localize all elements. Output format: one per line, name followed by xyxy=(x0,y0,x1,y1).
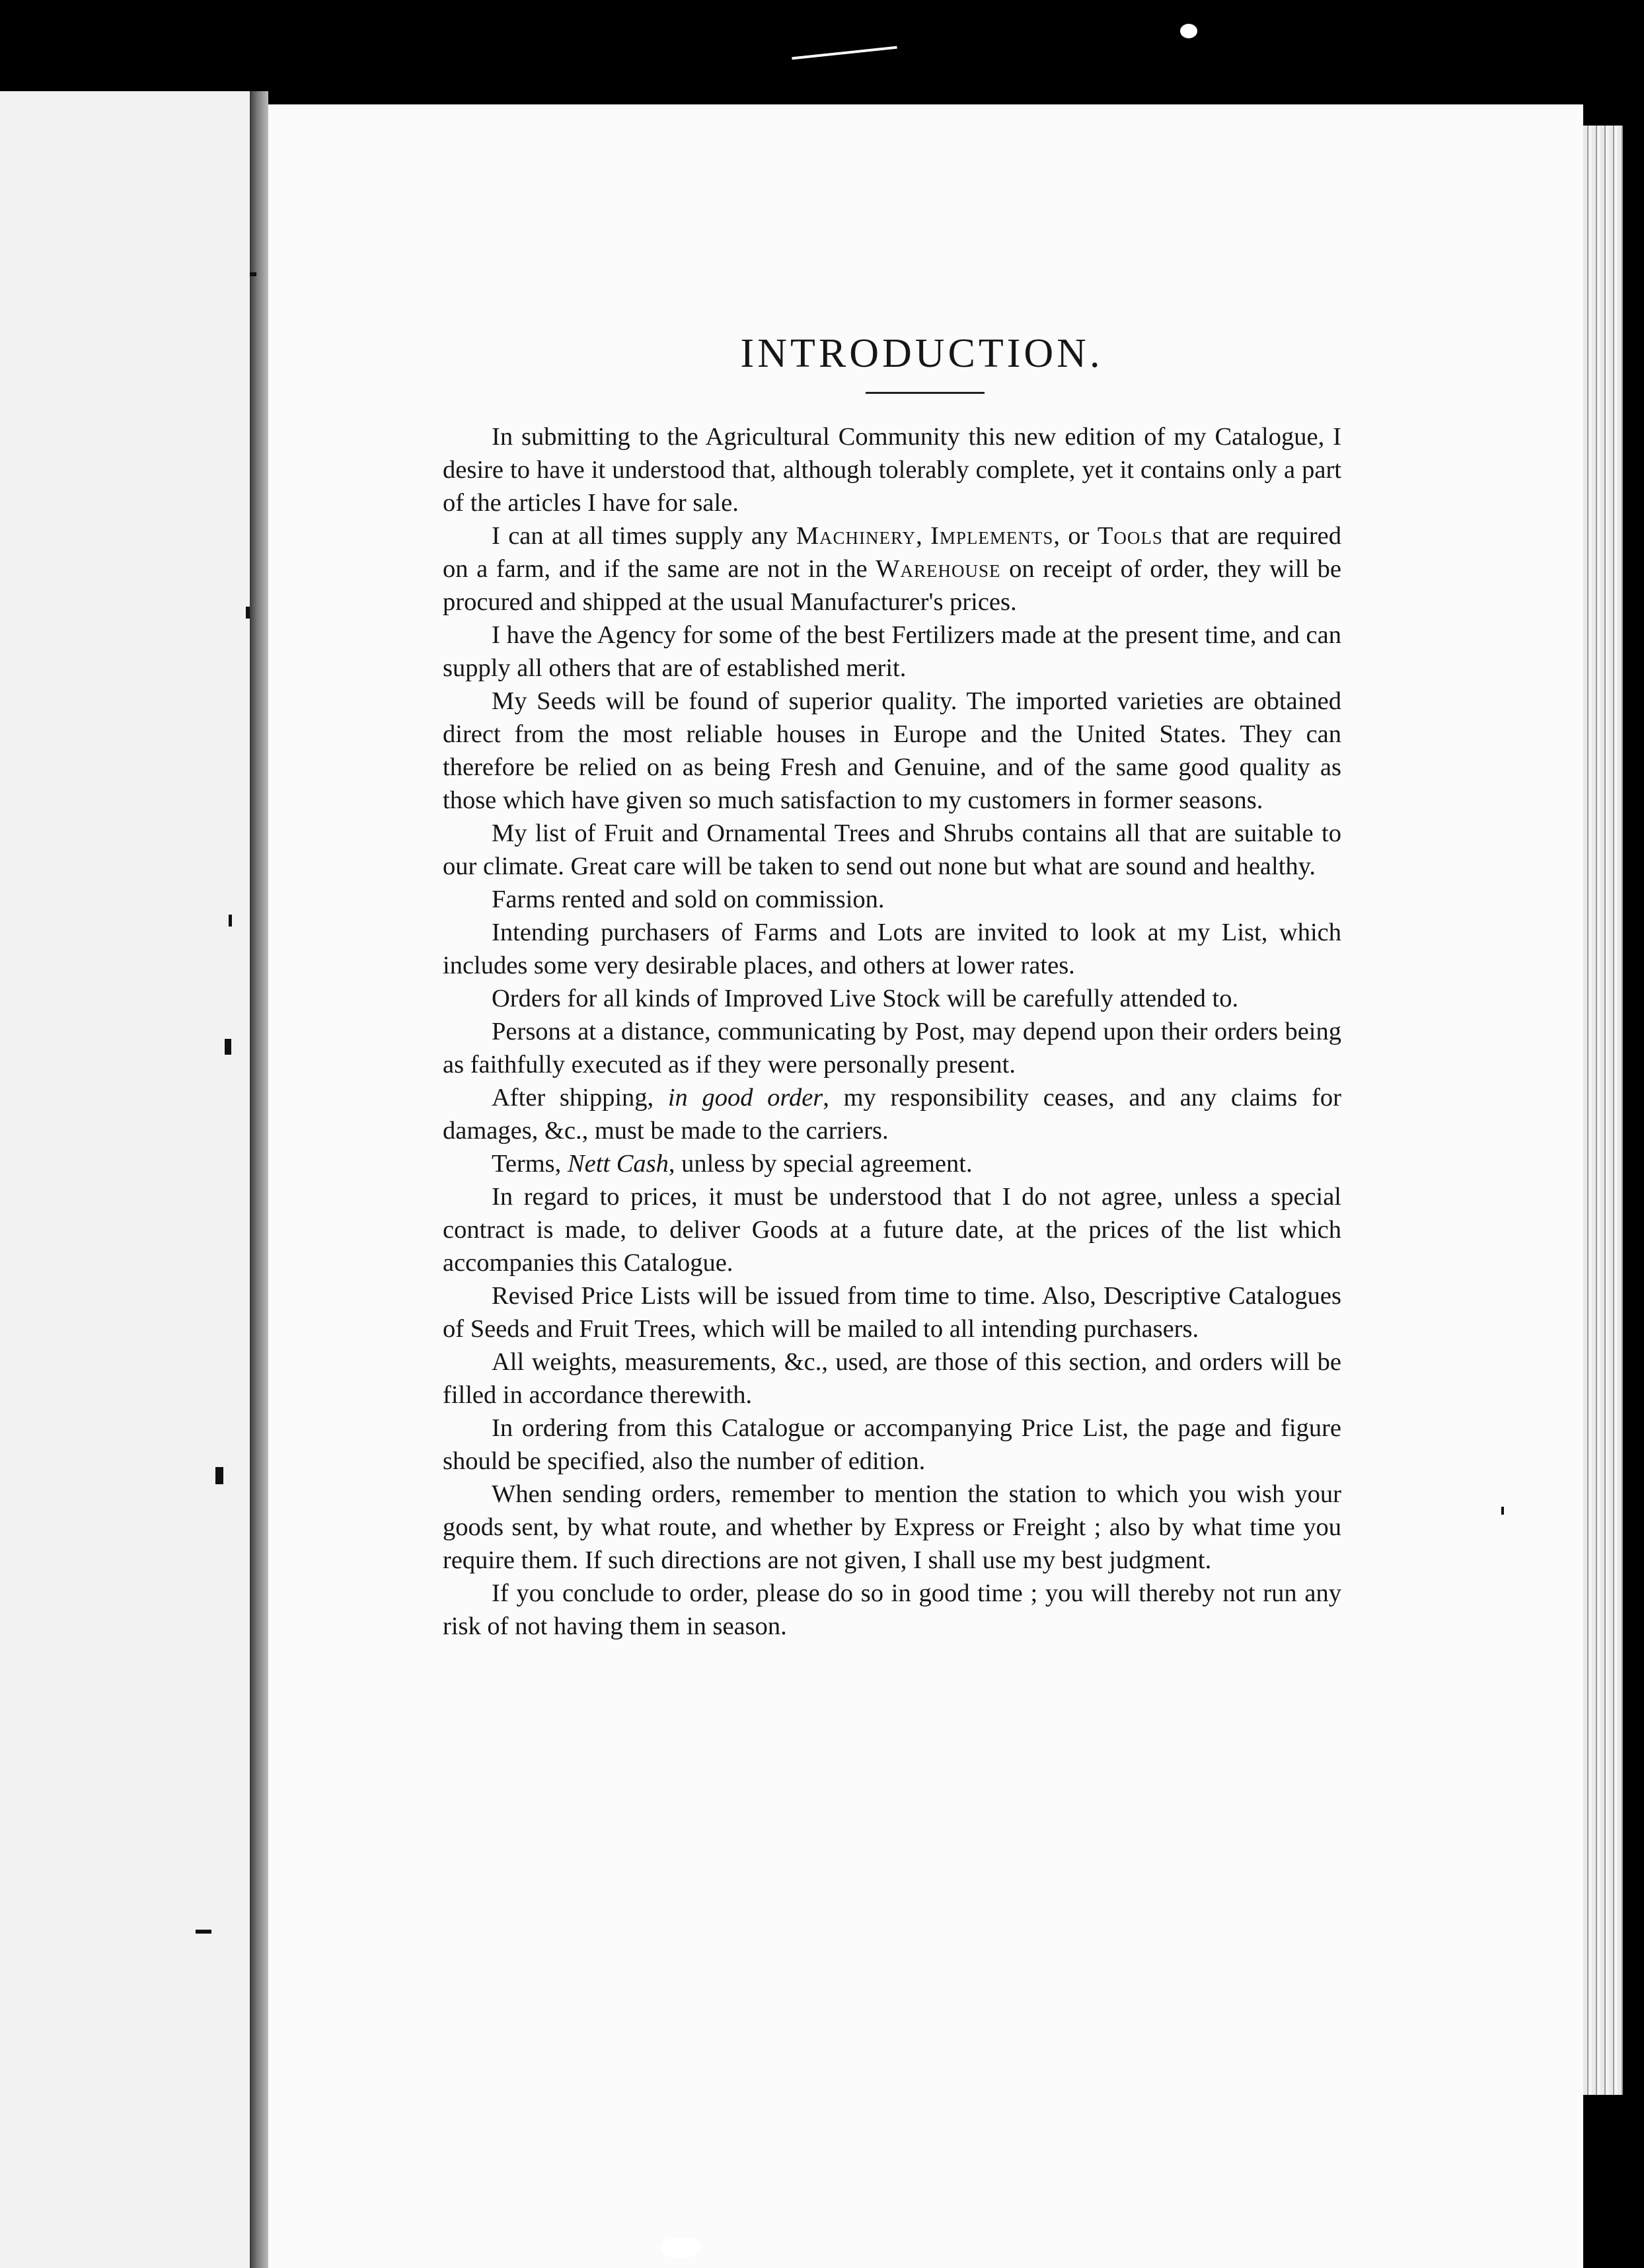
scan-artifact xyxy=(792,46,897,60)
paragraph: When sending orders, remember to mention the station to which you wish your goods sent, by what route, and whether by Express or Freight ; also by what time you require them. If such directions are not given, I shall use my best judgment. xyxy=(443,1480,1341,1574)
book-gutter xyxy=(250,91,268,2268)
paragraph: All weights, measurements, &c., used, are those of this section, and orders will be filled in accordance therewith. xyxy=(443,1348,1341,1409)
page-title: INTRODUCTION. xyxy=(740,331,1103,376)
paragraph: In regard to prices, it must be understood that I do not agree, unless a special contract is made, to deliver Goods at a future date, at the prices of the list which accompanies this Catalogue. xyxy=(443,1183,1341,1277)
paragraph: Intending purchasers of Farms and Lots are invited to look at my List, which includes some very desirable places, and others at lower rates. xyxy=(443,919,1341,979)
paragraph: Persons at a distance, communicating by Post, may depend upon their orders being as faithfully executed as if they were personally present. xyxy=(443,1018,1341,1078)
paragraph: My Seeds will be found of superior quality. The imported varieties are obtained direct from the most reliable houses in Europe and the United States. They can therefore be relied on as being Fresh and Genuine, and of the same good quality as those which have given so much satisfaction to my customers in former seasons. xyxy=(443,687,1341,814)
scan-artifact xyxy=(1180,24,1197,38)
margin-mark xyxy=(229,915,232,926)
margin-mark xyxy=(225,1039,231,1055)
paragraph: In ordering from this Catalogue or accompanying Price List, the page and figure should be specified, also the number of edition. xyxy=(443,1414,1341,1475)
margin-mark xyxy=(1501,1507,1504,1515)
paragraph: In submitting to the Agricultural Community this new edition of my Catalogue, I desire to have it understood that, although tolerably complete, yet it contains only a part of the articles I have for sale. xyxy=(443,423,1341,517)
paragraph: After shipping, in good order, my responsibility ceases, and any claims for damages, &c., must be made to the carriers. xyxy=(443,1084,1341,1145)
scan-artifact xyxy=(661,2238,700,2257)
margin-mark xyxy=(196,1930,211,1934)
title-rule xyxy=(866,392,985,394)
margin-mark xyxy=(250,272,256,276)
paragraph: If you conclude to order, please do so in good time ; you will thereby not run any risk of not having them in season. xyxy=(443,1579,1341,1640)
page-edges xyxy=(1583,126,1623,2095)
paragraph: Farms rented and sold on commission. xyxy=(492,886,885,913)
paragraph: Terms, Nett Cash, unless by special agreement. xyxy=(492,1150,973,1178)
margin-mark xyxy=(246,607,250,619)
paragraph: Orders for all kinds of Improved Live Stock will be carefully attended to. xyxy=(492,985,1239,1012)
paragraph: I have the Agency for some of the best Fertilizers made at the present time, and can supply all others that are of established merit. xyxy=(443,621,1341,682)
paragraph: I can at all times supply any Machinery, Implements, or Tools that are required on a farm, and if the same are not in the Warehouse on receipt of order, they will be procured and shipped at the usual Manufacturer's prices. xyxy=(443,522,1342,616)
facing-page xyxy=(0,91,254,2268)
paragraph: My list of Fruit and Ornamental Trees and Shrubs contains all that are suitable to our climate. Great care will be taken to send out none but what are sound and healthy. xyxy=(443,819,1341,880)
introduction-section xyxy=(443,330,1341,1643)
paragraph: Revised Price Lists will be issued from time to time. Also, Descriptive Catalogues of Seeds and Fruit Trees, which will be mailed to all intending purchasers. xyxy=(443,1282,1341,1343)
margin-mark xyxy=(215,1467,223,1484)
